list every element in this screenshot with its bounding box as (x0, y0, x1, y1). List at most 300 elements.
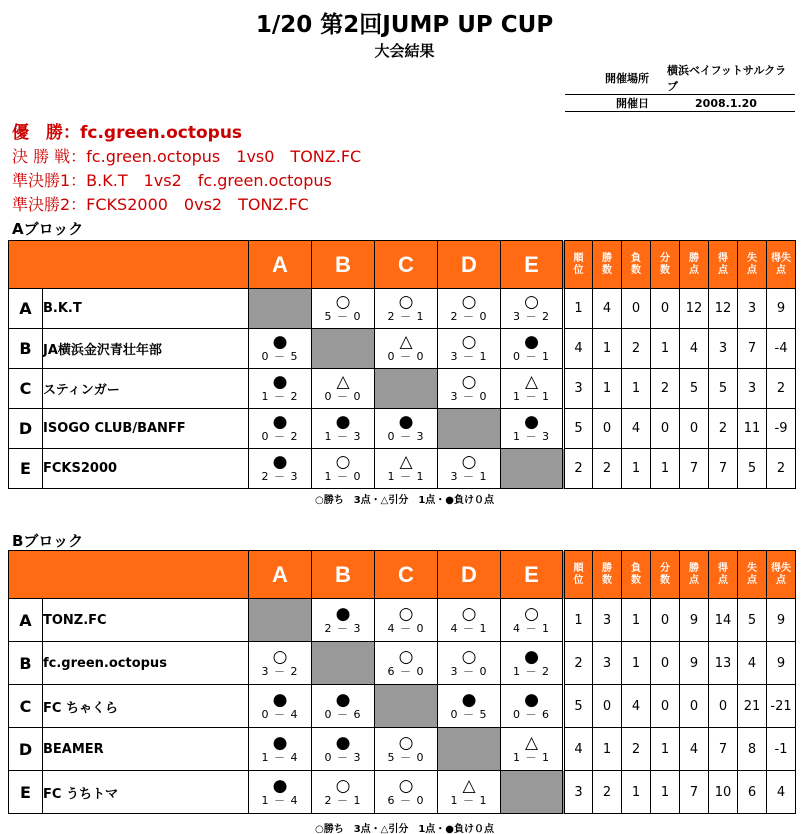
result-symbol: △ (336, 372, 350, 392)
result-symbol: △ (524, 732, 539, 753)
team-row (9, 771, 796, 814)
date-value: 2008.1.20 (695, 96, 757, 110)
stat-header-text: 数 (631, 264, 641, 276)
stat-losses: 2 (622, 329, 651, 369)
column-header-a: A (249, 241, 312, 289)
stat-header-goals-against (738, 551, 767, 599)
diagonal-cell (312, 329, 375, 369)
stat-draws: 0 (651, 599, 680, 642)
column-header-a: A (249, 551, 312, 599)
match-score: 3 － 0 (450, 390, 488, 403)
match-result-cell (249, 771, 312, 814)
result-symbol: ○ (398, 603, 414, 624)
stat-header-text: 点 (747, 574, 757, 586)
stat-header-text: 数 (660, 264, 670, 276)
stat-header-draws (651, 551, 680, 599)
stat-header-text: 点 (747, 264, 757, 276)
row-label: C (9, 685, 43, 728)
result-symbol: ● (398, 412, 414, 432)
result-symbol: △ (524, 372, 539, 392)
column-header-e: E (501, 551, 564, 599)
stat-draws: 2 (651, 369, 680, 409)
column-header-b: B (312, 241, 375, 289)
stat-goal-diff: -21 (767, 685, 796, 728)
stat-losses: 1 (622, 369, 651, 409)
match-score: 0 － 6 (513, 707, 550, 721)
diagonal-cell (249, 599, 312, 642)
match-result-cell (438, 642, 501, 685)
team-name: FC ちゃくら (43, 685, 249, 728)
result-symbol: ● (524, 689, 539, 710)
match-result-cell (501, 685, 564, 728)
diagonal-cell (438, 409, 501, 449)
stat-header-text: 失 (747, 562, 757, 574)
match-result-cell (249, 685, 312, 728)
match-result-cell (501, 369, 564, 409)
diagonal-cell (438, 728, 501, 771)
result-symbol: ○ (524, 603, 539, 624)
diagonal-cell (249, 289, 312, 329)
team-name: B.K.T (43, 289, 249, 329)
column-header-b: B (312, 551, 375, 599)
stat-header-win-points (680, 551, 709, 599)
result-symbol: ○ (398, 292, 414, 312)
stat-goals-against: 5 (738, 449, 767, 489)
stat-header-goals-against (738, 241, 767, 289)
stat-rank: 4 (564, 329, 593, 369)
stat-header-text: 順 (573, 252, 584, 264)
match-result-cell (375, 728, 438, 771)
match-score: 3 － 2 (261, 664, 299, 678)
match-result-cell (249, 329, 312, 369)
column-header-d: D (438, 551, 501, 599)
result-symbol: ● (524, 412, 539, 432)
match-result-cell (312, 289, 375, 329)
stat-header-text: 点 (689, 574, 699, 586)
stat-losses: 0 (622, 289, 651, 329)
match-result-cell (501, 599, 564, 642)
stat-header-rank (564, 241, 593, 289)
stat-wins: 3 (593, 642, 622, 685)
result-symbol: ● (335, 603, 351, 624)
match-score: 1 － 1 (513, 750, 550, 764)
diagonal-cell (375, 685, 438, 728)
stat-header-text: 得失 (771, 562, 791, 574)
stat-draws: 0 (651, 685, 680, 728)
match-score: 2 － 1 (387, 310, 425, 323)
stat-goals-against: 3 (738, 289, 767, 329)
result-symbol: ○ (524, 292, 539, 312)
stat-goal-diff: 2 (767, 369, 796, 409)
match-score: 0 － 4 (261, 707, 299, 721)
stat-header-text: 負 (631, 562, 641, 574)
stat-goals-for: 7 (709, 728, 738, 771)
block-b-legend: ○勝ち 3点・△引分 1点・●負け０点 (314, 824, 495, 834)
result-symbol: ○ (398, 775, 414, 796)
team-row (9, 728, 796, 771)
stat-goals-against: 6 (738, 771, 767, 814)
team-name: FC うちトマ (43, 771, 249, 814)
stat-wins: 1 (593, 369, 622, 409)
block-a-legend: ○勝ち 3点・△引分 1点・●負け０点 (314, 495, 495, 506)
match-score: 5 － 0 (324, 310, 362, 323)
stat-goals-against: 5 (738, 599, 767, 642)
venue-label: 開催場所 (605, 72, 649, 85)
stat-losses: 1 (622, 771, 651, 814)
match-score: 2 － 0 (450, 310, 488, 323)
stat-win-points: 12 (680, 289, 709, 329)
stat-header-text: 勝 (602, 252, 612, 264)
stat-wins: 1 (593, 728, 622, 771)
date-label: 開催日 (616, 97, 649, 110)
stat-header-text: 分 (660, 562, 670, 574)
page-subtitle: 大会結果 (374, 42, 435, 60)
match-result-cell (249, 728, 312, 771)
stat-win-points: 4 (680, 329, 709, 369)
result-symbol: ○ (461, 372, 477, 392)
stat-header-text: 得 (718, 562, 728, 574)
result-symbol: ● (272, 452, 288, 472)
stat-win-points: 4 (680, 728, 709, 771)
stat-win-points: 7 (680, 771, 709, 814)
match-result-cell (312, 369, 375, 409)
team-row (9, 449, 796, 489)
result-symbol: ● (524, 646, 539, 667)
stat-header-text: 分 (660, 252, 670, 264)
stat-header-text: 点 (718, 574, 728, 586)
result-symbol: ● (272, 689, 288, 710)
match-score: 3 － 2 (513, 310, 550, 323)
match-score: 1 － 1 (513, 390, 550, 403)
team-name: fc.green.octopus (43, 642, 249, 685)
match-score: 0 － 3 (387, 430, 425, 443)
row-label: C (9, 369, 43, 409)
stat-draws: 1 (651, 771, 680, 814)
match-score: 1 － 2 (513, 664, 550, 678)
result-symbol: ○ (272, 646, 288, 667)
stat-draws: 1 (651, 728, 680, 771)
stat-header-text: 数 (631, 574, 641, 586)
match-score: 0 － 0 (387, 350, 425, 363)
stat-goals-for: 10 (709, 771, 738, 814)
stat-rank: 1 (564, 289, 593, 329)
result-symbol: ● (461, 689, 477, 710)
match-score: 4 － 1 (513, 621, 550, 635)
stat-win-points: 0 (680, 685, 709, 728)
stat-rank: 3 (564, 771, 593, 814)
stat-win-points: 5 (680, 369, 709, 409)
stat-goals-for: 5 (709, 369, 738, 409)
stat-goals-for: 14 (709, 599, 738, 642)
match-score: 1 － 0 (324, 470, 362, 483)
stat-rank: 5 (564, 685, 593, 728)
result-symbol: ● (335, 689, 351, 710)
team-name: TONZ.FC (43, 599, 249, 642)
result-symbol: ○ (461, 452, 477, 472)
result-symbol: △ (399, 452, 413, 472)
stat-header-draws (651, 241, 680, 289)
stat-goal-diff: 9 (767, 642, 796, 685)
column-header-c: C (375, 241, 438, 289)
match-result-cell (249, 409, 312, 449)
match-result-cell (312, 599, 375, 642)
header-row (9, 551, 796, 599)
venue-value: 横浜ベイフットサルクラブ (667, 64, 787, 93)
stat-header-wins (593, 241, 622, 289)
final-line: 決 勝 戦：fc.green.octopus 1vs0 TONZ.FC (12, 147, 362, 166)
result-symbol: ● (272, 332, 288, 352)
match-result-cell (249, 449, 312, 489)
semifinal-1-line: 準決勝1：B.K.T 1vs2 fc.green.octopus (12, 171, 332, 190)
result-symbol: ● (335, 732, 351, 753)
match-score: 3 － 1 (450, 350, 488, 363)
stat-rank: 3 (564, 369, 593, 409)
result-symbol: ● (272, 732, 288, 753)
stat-win-points: 9 (680, 642, 709, 685)
match-result-cell (438, 289, 501, 329)
stat-win-points: 0 (680, 409, 709, 449)
result-symbol: ● (335, 412, 351, 432)
stat-wins: 0 (593, 685, 622, 728)
diagonal-cell (501, 771, 564, 814)
stat-goals-for: 7 (709, 449, 738, 489)
stat-goals-against: 7 (738, 329, 767, 369)
stat-header-text: 数 (602, 264, 612, 276)
stat-goal-diff: 2 (767, 449, 796, 489)
match-result-cell (249, 642, 312, 685)
match-score: 2 － 1 (324, 793, 362, 807)
row-label: D (9, 409, 43, 449)
block-b-title: Bブロック (12, 532, 84, 550)
match-result-cell (438, 599, 501, 642)
stat-rank: 1 (564, 599, 593, 642)
match-score: 2 － 3 (324, 621, 362, 635)
stat-losses: 1 (622, 449, 651, 489)
match-score: 0 － 0 (324, 390, 362, 403)
stat-header-losses (622, 241, 651, 289)
match-score: 4 － 1 (450, 621, 488, 635)
stat-header-wins (593, 551, 622, 599)
match-score: 1 － 2 (261, 390, 299, 403)
stat-wins: 0 (593, 409, 622, 449)
match-result-cell (375, 289, 438, 329)
header-row (9, 241, 796, 289)
result-symbol: ○ (335, 775, 351, 796)
match-result-cell (501, 289, 564, 329)
stat-rank: 2 (564, 642, 593, 685)
champion-line: 優 勝：fc.green.octopus (12, 123, 243, 143)
match-score: 1 － 4 (261, 793, 299, 807)
team-row (9, 599, 796, 642)
column-header-c: C (375, 551, 438, 599)
match-score: 0 － 5 (261, 350, 299, 363)
match-result-cell (375, 642, 438, 685)
stat-goals-against: 21 (738, 685, 767, 728)
result-symbol: ○ (461, 292, 477, 312)
result-symbol: △ (399, 332, 413, 352)
stat-goals-against: 8 (738, 728, 767, 771)
stat-goals-for: 0 (709, 685, 738, 728)
team-row (9, 642, 796, 685)
row-label: A (9, 599, 43, 642)
stat-wins: 3 (593, 599, 622, 642)
block-a-table (8, 240, 796, 489)
team-name: ISOGO CLUB/BANFF (43, 409, 249, 449)
match-score: 0 － 6 (324, 707, 362, 721)
stat-goals-against: 4 (738, 642, 767, 685)
result-symbol: ○ (398, 732, 414, 753)
match-result-cell (438, 771, 501, 814)
stat-header-text: 位 (573, 574, 584, 586)
corner-cell (9, 551, 249, 599)
stat-header-losses (622, 551, 651, 599)
match-score: 0 － 1 (513, 350, 550, 363)
result-symbol: ○ (335, 292, 351, 312)
result-symbol: ○ (461, 332, 477, 352)
stat-losses: 1 (622, 642, 651, 685)
stat-header-goals-for (709, 551, 738, 599)
stat-header-text: 数 (660, 574, 670, 586)
stat-goals-for: 2 (709, 409, 738, 449)
stat-goal-diff: 9 (767, 289, 796, 329)
stat-header-text: 勝 (689, 562, 699, 574)
stat-header-text: 負 (631, 252, 641, 264)
stat-goals-for: 12 (709, 289, 738, 329)
stat-header-text: 失 (747, 252, 757, 264)
block-b-table (8, 550, 796, 814)
result-symbol: ○ (461, 603, 477, 624)
match-result-cell (375, 449, 438, 489)
stat-rank: 5 (564, 409, 593, 449)
match-score: 5 － 0 (387, 750, 425, 764)
stat-wins: 2 (593, 771, 622, 814)
stat-draws: 0 (651, 289, 680, 329)
stat-header-text: 勝 (689, 252, 699, 264)
stat-header-goals-for (709, 241, 738, 289)
stat-draws: 1 (651, 449, 680, 489)
team-row (9, 409, 796, 449)
row-label: B (9, 642, 43, 685)
match-score: 2 － 3 (261, 470, 299, 483)
stat-losses: 1 (622, 599, 651, 642)
stat-goal-diff: -4 (767, 329, 796, 369)
page-title: 1/20 第2回JUMP UP CUP (255, 12, 554, 38)
match-result-cell (501, 642, 564, 685)
match-result-cell (312, 685, 375, 728)
match-score: 6 － 0 (387, 664, 425, 678)
diagonal-cell (375, 369, 438, 409)
row-label: A (9, 289, 43, 329)
match-score: 3 － 1 (450, 470, 488, 483)
match-score: 1 － 3 (513, 430, 550, 443)
stat-header-rank (564, 551, 593, 599)
match-result-cell (501, 728, 564, 771)
stat-header-text: 勝 (602, 562, 612, 574)
stat-draws: 0 (651, 409, 680, 449)
stat-header-text: 得 (718, 252, 728, 264)
match-result-cell (438, 369, 501, 409)
team-row (9, 329, 796, 369)
stat-goals-for: 13 (709, 642, 738, 685)
team-name: BEAMER (43, 728, 249, 771)
column-header-d: D (438, 241, 501, 289)
diagonal-cell (312, 642, 375, 685)
block-a-title: Aブロック (12, 220, 84, 238)
team-name: FCKS2000 (43, 449, 249, 489)
stat-win-points: 7 (680, 449, 709, 489)
venue-info (565, 62, 795, 112)
match-result-cell (375, 599, 438, 642)
stat-header-text: 位 (573, 264, 584, 276)
match-result-cell (249, 369, 312, 409)
team-name: JA横浜金沢青壮年部 (43, 329, 249, 369)
result-symbol: ● (524, 332, 539, 352)
diagonal-cell (501, 449, 564, 489)
result-symbol: ○ (335, 452, 351, 472)
stat-header-win-points (680, 241, 709, 289)
match-score: 1 － 1 (450, 793, 488, 807)
stat-header-text: 数 (602, 574, 612, 586)
match-score: 6 － 0 (387, 793, 425, 807)
match-result-cell (312, 449, 375, 489)
semifinal-2-line: 準決勝2：FCKS2000 0vs2 TONZ.FC (12, 195, 309, 214)
stat-goals-against: 3 (738, 369, 767, 409)
match-result-cell (312, 409, 375, 449)
match-score: 0 － 2 (261, 430, 299, 443)
result-symbol: ● (272, 412, 288, 432)
stat-header-text: 順 (573, 562, 584, 574)
stat-draws: 0 (651, 642, 680, 685)
stat-wins: 4 (593, 289, 622, 329)
match-score: 4 － 0 (387, 621, 425, 635)
stat-goal-diff: -1 (767, 728, 796, 771)
match-result-cell (438, 685, 501, 728)
stat-wins: 2 (593, 449, 622, 489)
match-result-cell (438, 329, 501, 369)
stat-goal-diff: 4 (767, 771, 796, 814)
result-symbol: ● (272, 372, 288, 392)
row-label: D (9, 728, 43, 771)
team-row (9, 289, 796, 329)
stat-draws: 1 (651, 329, 680, 369)
stat-losses: 4 (622, 409, 651, 449)
result-symbol: ● (272, 775, 288, 796)
stat-header-text: 得失 (771, 252, 791, 264)
stat-rank: 2 (564, 449, 593, 489)
column-header-e: E (501, 241, 564, 289)
stat-header-text: 点 (776, 264, 786, 276)
row-label: E (9, 771, 43, 814)
stat-rank: 4 (564, 728, 593, 771)
stat-goals-against: 11 (738, 409, 767, 449)
match-result-cell (312, 771, 375, 814)
match-result-cell (375, 329, 438, 369)
match-result-cell (438, 449, 501, 489)
stat-header-text: 点 (689, 264, 699, 276)
match-score: 1 － 3 (324, 430, 362, 443)
stat-header-goal-diff (767, 241, 796, 289)
match-result-cell (501, 329, 564, 369)
match-score: 3 － 0 (450, 664, 488, 678)
stat-header-text: 点 (718, 264, 728, 276)
match-result-cell (312, 728, 375, 771)
result-symbol: ○ (461, 646, 477, 667)
match-score: 1 － 4 (261, 750, 299, 764)
match-result-cell (375, 409, 438, 449)
stat-win-points: 9 (680, 599, 709, 642)
team-name: スティンガー (43, 369, 249, 409)
match-score: 1 － 1 (387, 470, 425, 483)
